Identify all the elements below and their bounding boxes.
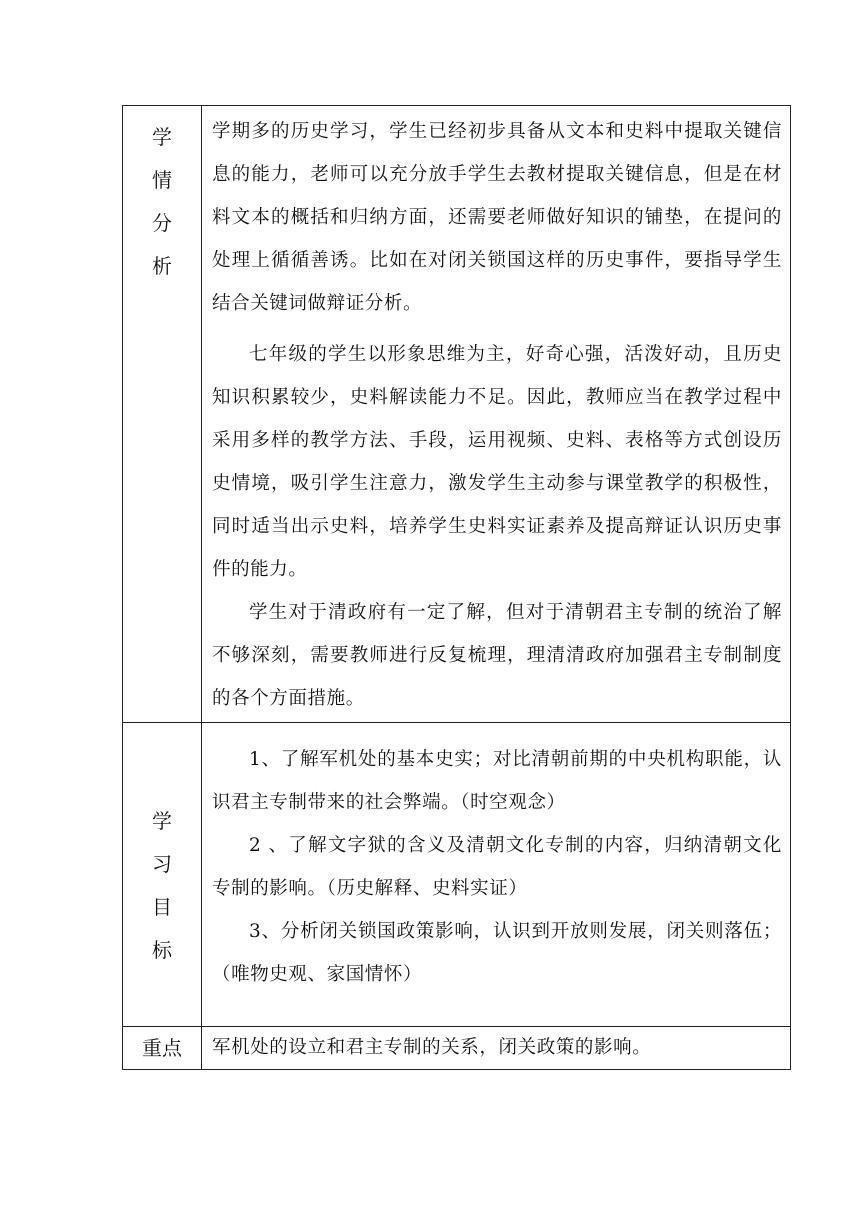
- situation-analysis-label: [123, 106, 201, 288]
- objective-item-3: 3、分析闭关锁国政策影响，认识到开放则发展，闭关则落伍；（唯物史观、家国情怀）: [212, 921, 782, 985]
- objective-item-2: 2 、了解文字狱的含义及清朝文化专制的内容，归纳清朝文化专制的影响。（历史解释、史料实证）: [212, 835, 782, 899]
- key-points-label: 重点: [142, 1036, 182, 1060]
- situation-paragraph-1: 学期多的历史学习，学生已经初步具备从文本和史料中提取关键信息的能力，老师可以充分放手学生去教材提取关键信息，但是在材料文本的概括和归纳方面，还需要老师做好知识的铺垫，在提问的处理上循循善诱。比如在对闭关锁国这样的历史事件，要指导学生结合关键词做辩证分析。: [212, 121, 782, 314]
- key-points-text: 军机处的设立和君主专制的关系，闭关政策的影响。: [212, 1037, 652, 1058]
- key-points-content-cell: [202, 1027, 791, 1070]
- label-char: 分: [152, 211, 172, 235]
- label-char: 学: [152, 809, 172, 833]
- situation-analysis-label-cell: [123, 106, 202, 723]
- objective-item-1: 1、了解军机处的基本史实；对比清朝前期的中央机构职能，认识君主专制带来的社会弊端。（时空观念）: [212, 749, 782, 813]
- situation-analysis-row: [123, 106, 791, 723]
- situation-paragraph-2: 七年级的学生以形象思维为主，好奇心强，活泼好动，且历史知识积累较少，史料解读能力不足。因此，教师应当在教学过程中采用多样的教学方法、手段，运用视频、史料、表格等方式创设历史情境，吸引学生注意力，激发学生主动参与课堂教学的积极性，同时适当出示史料，培养学生史料实证素养及提高辩证认识历史事件的能力。: [212, 344, 782, 580]
- label-char: 标: [152, 938, 172, 962]
- label-char: 习: [152, 852, 172, 876]
- situation-paragraph-3: 学生对于清政府有一定了解，但对于清朝君主专制的统治了解不够深刻，需要教师进行反复梳理，理清清政府加强君主专制制度的各个方面措施。: [212, 602, 782, 709]
- label-char: 情: [152, 168, 172, 192]
- lesson-plan-table: [122, 105, 791, 1070]
- learning-objectives-label: [123, 737, 201, 1012]
- situation-analysis-content-cell: [202, 106, 791, 723]
- label-char: 学: [152, 125, 172, 149]
- learning-objectives-label-cell: [123, 723, 202, 1027]
- label-char: 目: [152, 895, 172, 919]
- key-points-label-cell: [123, 1027, 202, 1070]
- learning-objectives-content-cell: [202, 723, 791, 1027]
- learning-objectives-row: [123, 723, 791, 1027]
- label-char: 析: [152, 254, 172, 278]
- key-points-row: [123, 1027, 791, 1070]
